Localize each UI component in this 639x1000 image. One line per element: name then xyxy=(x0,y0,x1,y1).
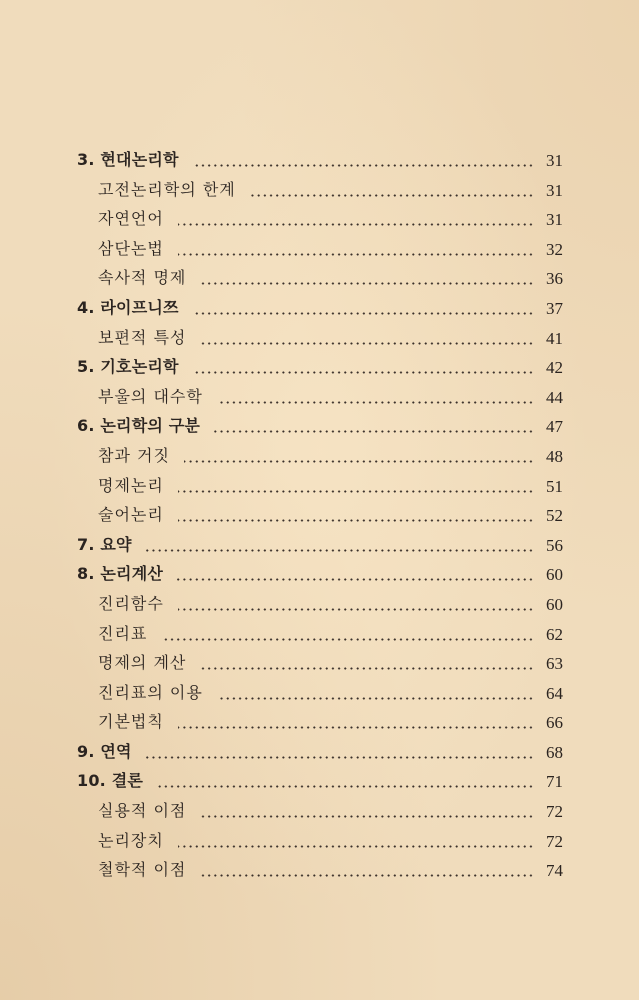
toc-page-number: 51 xyxy=(546,476,563,496)
toc-chapter-row xyxy=(0,560,639,590)
toc-page-number: 44 xyxy=(546,387,563,407)
toc-chapter-row xyxy=(0,294,639,324)
toc-chapter-title: 8. 논리계산 xyxy=(77,564,164,584)
toc-section-row xyxy=(0,235,639,265)
table-of-contents xyxy=(0,146,639,886)
toc-chapter-row xyxy=(0,738,639,768)
toc-page-number: 52 xyxy=(546,506,563,526)
toc-section-row xyxy=(0,590,639,620)
toc-section-title: 기본법칙 xyxy=(98,712,164,732)
toc-page-number: 63 xyxy=(546,654,563,674)
toc-page-number: 74 xyxy=(546,861,563,881)
toc-chapter-title: 6. 논리학의 구분 xyxy=(77,416,201,436)
toc-chapter-row xyxy=(0,353,639,383)
toc-leader-dots xyxy=(178,608,534,611)
toc-page-number: 64 xyxy=(546,683,563,703)
toc-page-number: 72 xyxy=(546,802,563,822)
toc-leader-dots xyxy=(217,401,534,404)
toc-leader-dots xyxy=(250,194,534,197)
toc-chapter-row xyxy=(0,146,639,176)
toc-section-row xyxy=(0,176,639,206)
toc-leader-dots xyxy=(184,460,534,463)
toc-section-title: 속사적 명제 xyxy=(98,268,187,288)
toc-page-number: 68 xyxy=(546,742,563,762)
toc-leader-dots xyxy=(217,697,534,700)
toc-leader-dots xyxy=(178,845,534,848)
toc-page-number: 56 xyxy=(546,535,563,555)
toc-page-number: 31 xyxy=(546,180,563,200)
toc-page-number: 47 xyxy=(546,417,563,437)
toc-chapter-title: 3. 현대논리학 xyxy=(77,150,179,169)
toc-section-row xyxy=(0,442,639,472)
toc-section-row xyxy=(0,205,639,235)
toc-chapter-title: 9. 연역 xyxy=(77,741,132,761)
toc-section-row xyxy=(0,649,639,679)
toc-section-title: 실용적 이점 xyxy=(98,801,187,821)
toc-leader-dots xyxy=(157,785,534,788)
toc-page-number: 66 xyxy=(546,713,563,733)
toc-section-title: 명제의 계산 xyxy=(98,653,187,673)
toc-leader-dots xyxy=(214,430,534,433)
toc-leader-dots xyxy=(178,223,534,226)
toc-section-row xyxy=(0,501,639,531)
toc-page-number: 31 xyxy=(546,210,563,230)
toc-section-row xyxy=(0,708,639,738)
toc-section-title: 진리함수 xyxy=(98,593,164,613)
toc-section-title: 논리장치 xyxy=(98,830,164,850)
toc-section-title: 술어논리 xyxy=(98,505,164,525)
toc-section-row xyxy=(0,472,639,502)
toc-section-title: 명제논리 xyxy=(98,475,164,495)
toc-section-row xyxy=(0,827,639,857)
toc-leader-dots xyxy=(193,164,534,167)
toc-chapter-title: 4. 라이프니쯔 xyxy=(77,297,179,317)
toc-page-number: 48 xyxy=(546,446,563,466)
toc-section-title: 진리표 xyxy=(98,623,148,643)
toc-chapter-row xyxy=(0,412,639,442)
toc-section-row xyxy=(0,797,639,827)
toc-leader-dots xyxy=(161,638,534,641)
toc-section-row xyxy=(0,620,639,650)
toc-page-number: 36 xyxy=(546,269,563,289)
toc-page-number: 60 xyxy=(546,565,563,585)
toc-page-number: 72 xyxy=(546,831,563,851)
toc-leader-dots xyxy=(178,519,534,522)
toc-chapter-title: 10. 결론 xyxy=(77,771,144,791)
toc-leader-dots xyxy=(200,342,534,345)
toc-leader-dots xyxy=(193,371,534,374)
toc-page-number: 32 xyxy=(546,239,563,259)
toc-leader-dots xyxy=(178,253,534,256)
toc-leader-dots xyxy=(177,578,534,581)
toc-section-row xyxy=(0,856,639,886)
toc-leader-dots xyxy=(200,815,534,818)
toc-section-title: 삼단논법 xyxy=(98,238,164,258)
toc-section-title: 고전논리학의 한계 xyxy=(98,179,236,199)
toc-page-number: 37 xyxy=(546,298,563,318)
toc-page-number: 42 xyxy=(546,358,563,378)
toc-section-row xyxy=(0,264,639,294)
toc-page-number: 31 xyxy=(546,151,563,170)
toc-chapter-title: 7. 요약 xyxy=(77,534,132,554)
toc-section-row xyxy=(0,383,639,413)
toc-leader-dots xyxy=(200,874,534,877)
toc-leader-dots xyxy=(146,549,534,552)
toc-chapter-title: 5. 기호논리학 xyxy=(77,357,179,377)
toc-page-number: 62 xyxy=(546,624,563,644)
toc-leader-dots xyxy=(178,490,534,493)
toc-page-number: 71 xyxy=(546,772,563,792)
toc-section-title: 진리표의 이용 xyxy=(98,682,203,702)
toc-section-row xyxy=(0,324,639,354)
toc-section-title: 철학적 이점 xyxy=(98,860,187,880)
toc-chapter-row xyxy=(0,531,639,561)
toc-section-row xyxy=(0,679,639,709)
toc-leader-dots xyxy=(200,667,534,670)
toc-leader-dots xyxy=(146,756,534,759)
toc-section-title: 보편적 특성 xyxy=(98,327,187,347)
toc-section-title: 참과 거짓 xyxy=(98,445,170,465)
toc-page-number: 60 xyxy=(546,594,563,614)
toc-chapter-row xyxy=(0,767,639,797)
toc-section-title: 부울의 대수학 xyxy=(98,386,203,406)
toc-page-number: 41 xyxy=(546,328,563,348)
toc-leader-dots xyxy=(193,312,534,315)
toc-leader-dots xyxy=(200,282,534,285)
toc-leader-dots xyxy=(178,726,534,729)
toc-section-title: 자연언어 xyxy=(98,209,164,229)
